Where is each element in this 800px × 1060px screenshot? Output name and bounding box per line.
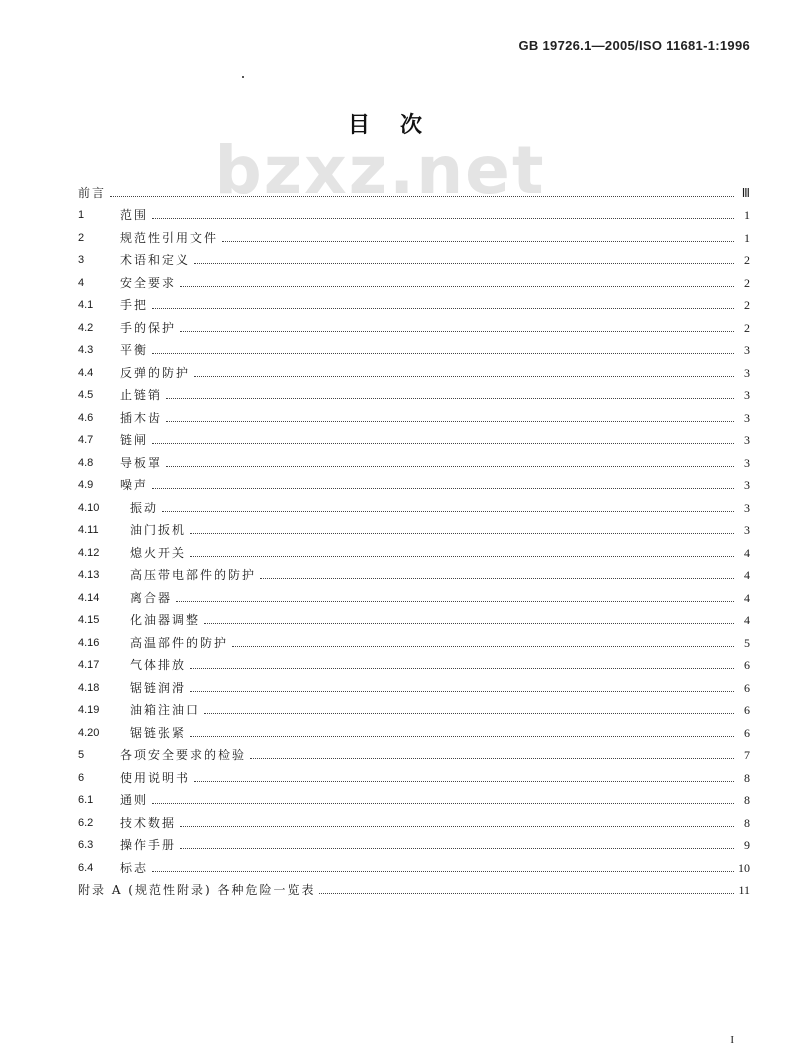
toc-entry-number: 6.4	[78, 861, 94, 874]
toc-entry-label: 操作手册	[120, 838, 177, 852]
toc-entry-label: 使用说明书	[120, 770, 191, 785]
toc-entry-number: 4.4	[78, 366, 94, 379]
toc-entry-page: 2	[744, 320, 750, 335]
scan-speck	[242, 76, 244, 78]
dot-leader	[180, 825, 734, 827]
toc-entry-label: 锯链润滑	[130, 680, 187, 695]
toc-entry-number: 4.2	[78, 321, 94, 334]
toc-entry-label: 规范性引用文件	[120, 230, 219, 245]
toc-entry-number: 4.11	[78, 524, 99, 536]
toc-entry-page: 3	[744, 478, 750, 492]
dot-leader	[110, 195, 734, 197]
toc-entry-number: 6.3	[78, 839, 94, 851]
toc-entry-label: 油箱注油口	[130, 703, 201, 717]
toc-entry[interactable]	[78, 606, 750, 629]
toc-entry[interactable]	[78, 291, 750, 314]
toc-entry-number: 4.3	[78, 344, 94, 356]
toc-entry-page: 8	[744, 770, 750, 785]
toc-entry[interactable]	[78, 516, 750, 539]
toc-entry-label: 链闸	[120, 433, 149, 447]
toc-entry[interactable]	[78, 718, 750, 741]
toc-entry-number: 2	[78, 231, 85, 244]
toc-entry-page: 6	[744, 703, 750, 717]
toc-entry-number: 4.12	[78, 546, 100, 559]
toc-entry-number: 4.6	[78, 411, 94, 424]
toc-entry[interactable]	[78, 201, 750, 224]
toc-entry-page: 8	[744, 815, 750, 830]
toc-entry-page: 2	[744, 275, 750, 290]
toc-entry-page: 3	[744, 523, 750, 537]
toc-entry-label: 通则	[120, 793, 149, 807]
toc-entry-number: 4.15	[78, 614, 100, 626]
toc-entry[interactable]	[78, 741, 750, 764]
dot-leader	[190, 690, 734, 692]
toc-entry-label: 反弹的防护	[120, 365, 191, 380]
dot-leader	[232, 645, 734, 647]
toc-entry[interactable]	[78, 876, 750, 899]
toc-entry-page: 2	[744, 253, 750, 267]
toc-entry[interactable]	[78, 696, 750, 719]
toc-entry-label: 附录 A (规范性附录) 各种危险一览表	[78, 883, 316, 897]
toc-entry-number: 5	[78, 749, 85, 761]
toc-entry-label: 高温部件的防护	[130, 635, 229, 650]
toc-entry-number: 4.10	[78, 501, 100, 514]
dot-leader	[152, 802, 734, 804]
toc-entry-number: 4.19	[78, 704, 100, 716]
toc-entry[interactable]	[78, 561, 750, 584]
toc-entry-number: 6.1	[78, 794, 94, 806]
dot-leader	[176, 600, 734, 602]
toc-entry[interactable]	[78, 268, 750, 291]
dot-leader	[152, 870, 734, 872]
toc-entry-label: 前言	[78, 185, 107, 200]
toc-entry-page: 7	[744, 748, 750, 762]
toc-entry-page: 4	[744, 590, 750, 605]
toc-entry-number: 1	[78, 209, 85, 221]
page-number: I	[730, 1034, 734, 1046]
toc-entry-label: 止链销	[120, 388, 163, 402]
toc-entry-page: 9	[744, 838, 750, 852]
toc-entry-label: 导板罩	[120, 455, 163, 470]
dot-leader	[204, 712, 734, 714]
toc-entry-label: 锯链张紧	[130, 725, 187, 740]
toc-entry[interactable]	[78, 583, 750, 606]
dot-leader	[190, 555, 734, 557]
dot-leader	[166, 465, 734, 467]
toc-entry-number: 6.2	[78, 816, 94, 829]
toc-entry-page: 3	[744, 455, 750, 470]
toc-entry-number: 4	[78, 276, 85, 289]
toc-entry[interactable]	[78, 808, 750, 831]
toc-entry[interactable]	[78, 651, 750, 674]
toc-entry-label: 振动	[130, 500, 159, 515]
dot-leader	[152, 352, 734, 354]
toc-entry[interactable]	[78, 763, 750, 786]
toc-entry-page: 11	[738, 883, 750, 897]
table-of-contents	[78, 178, 750, 898]
dot-leader	[190, 532, 734, 534]
toc-entry-number: 4.18	[78, 681, 100, 694]
toc-entry[interactable]	[78, 313, 750, 336]
toc-entry-page: 3	[744, 500, 750, 515]
toc-entry-label: 高压带电部件的防护	[130, 568, 257, 582]
toc-entry-label: 各项安全要求的检验	[120, 748, 247, 762]
dot-leader	[180, 847, 734, 849]
toc-entry-page: 4	[744, 545, 750, 560]
dot-leader	[222, 240, 734, 242]
toc-entry-label: 插木齿	[120, 410, 163, 425]
dot-leader	[152, 217, 734, 219]
toc-entry-page: 3	[744, 365, 750, 380]
toc-entry-label: 范围	[120, 208, 149, 222]
toc-entry-number: 4.8	[78, 456, 94, 469]
dot-leader	[204, 622, 734, 624]
toc-entry[interactable]	[78, 381, 750, 404]
toc-entry-page: 3	[744, 388, 750, 402]
toc-entry-number: 4.7	[78, 434, 94, 446]
toc-entry[interactable]	[78, 831, 750, 854]
toc-entry-page: 6	[744, 725, 750, 740]
toc-entry-label: 手的保护	[120, 320, 177, 335]
dot-leader	[194, 262, 734, 264]
toc-entry[interactable]	[78, 673, 750, 696]
toc-entry-number: 4.13	[78, 569, 100, 581]
toc-entry-page: 3	[744, 410, 750, 425]
toc-entry-page: 1	[744, 208, 750, 222]
toc-entry-page: 5	[744, 635, 750, 650]
toc-entry-number: 4.16	[78, 636, 100, 649]
dot-leader	[152, 487, 734, 489]
toc-entry-label: 熄火开关	[130, 545, 187, 560]
toc-entry-number: 4.1	[78, 299, 94, 311]
toc-entry-page: 6	[744, 680, 750, 695]
toc-entry[interactable]	[78, 403, 750, 426]
toc-entry-number: 4.20	[78, 726, 100, 739]
dot-leader	[180, 330, 734, 332]
toc-entry[interactable]	[78, 336, 750, 359]
toc-entry-page: 10	[738, 860, 750, 875]
toc-entry-number: 4.9	[78, 479, 94, 491]
toc-entry[interactable]	[78, 471, 750, 494]
toc-entry-label: 技术数据	[120, 815, 177, 830]
toc-entry[interactable]	[78, 538, 750, 561]
dot-leader	[190, 735, 734, 737]
toc-entry-page: 2	[744, 298, 750, 312]
toc-entry-label: 油门扳机	[130, 523, 187, 537]
toc-entry-page: 6	[744, 658, 750, 672]
toc-entry-page: 1	[744, 230, 750, 245]
toc-entry-page: Ⅲ	[741, 185, 750, 200]
toc-entry-number: 4.5	[78, 389, 94, 401]
toc-entry-label: 标志	[120, 860, 149, 875]
dot-leader	[152, 442, 734, 444]
toc-entry-label: 安全要求	[120, 275, 177, 290]
watermark: bzxz.net	[214, 132, 546, 209]
toc-entry[interactable]	[78, 178, 750, 201]
dot-leader	[162, 510, 734, 512]
dot-leader	[319, 892, 734, 894]
toc-entry[interactable]	[78, 246, 750, 269]
dot-leader	[194, 780, 734, 782]
toc-entry-number: 6	[78, 771, 85, 784]
toc-entry-label: 气体排放	[130, 658, 187, 672]
dot-leader	[166, 397, 734, 399]
toc-entry-page: 8	[744, 793, 750, 807]
dot-leader	[190, 667, 734, 669]
dot-leader	[260, 577, 734, 579]
toc-entry-label: 化油器调整	[130, 613, 201, 627]
toc-entry[interactable]	[78, 358, 750, 381]
toc-entry-label: 平衡	[120, 343, 149, 357]
toc-entry-label: 手把	[120, 298, 149, 312]
toc-entry[interactable]	[78, 628, 750, 651]
toc-entry[interactable]	[78, 493, 750, 516]
toc-entry[interactable]	[78, 223, 750, 246]
toc-entry[interactable]	[78, 426, 750, 449]
toc-entry-label: 术语和定义	[120, 253, 191, 267]
toc-entry-label: 噪声	[120, 478, 149, 492]
toc-entry[interactable]	[78, 853, 750, 876]
standard-number: GB 19726.1—2005/ISO 11681-1:1996	[518, 38, 750, 53]
toc-entry-number: 4.17	[78, 659, 100, 671]
toc-entry-label: 离合器	[130, 590, 173, 605]
dot-leader	[180, 285, 734, 287]
page-title: 目次	[347, 113, 452, 138]
dot-leader	[250, 757, 734, 759]
toc-entry-number: 3	[78, 254, 85, 266]
toc-entry[interactable]	[78, 448, 750, 471]
toc-entry-number: 4.14	[78, 591, 100, 604]
dot-leader	[152, 307, 734, 309]
toc-entry[interactable]	[78, 786, 750, 809]
dot-leader	[194, 375, 734, 377]
dot-leader	[166, 420, 734, 422]
toc-entry-page: 4	[744, 568, 750, 582]
toc-entry-page: 3	[744, 433, 750, 447]
toc-entry-page: 3	[744, 343, 750, 357]
toc-entry-page: 4	[744, 613, 750, 627]
